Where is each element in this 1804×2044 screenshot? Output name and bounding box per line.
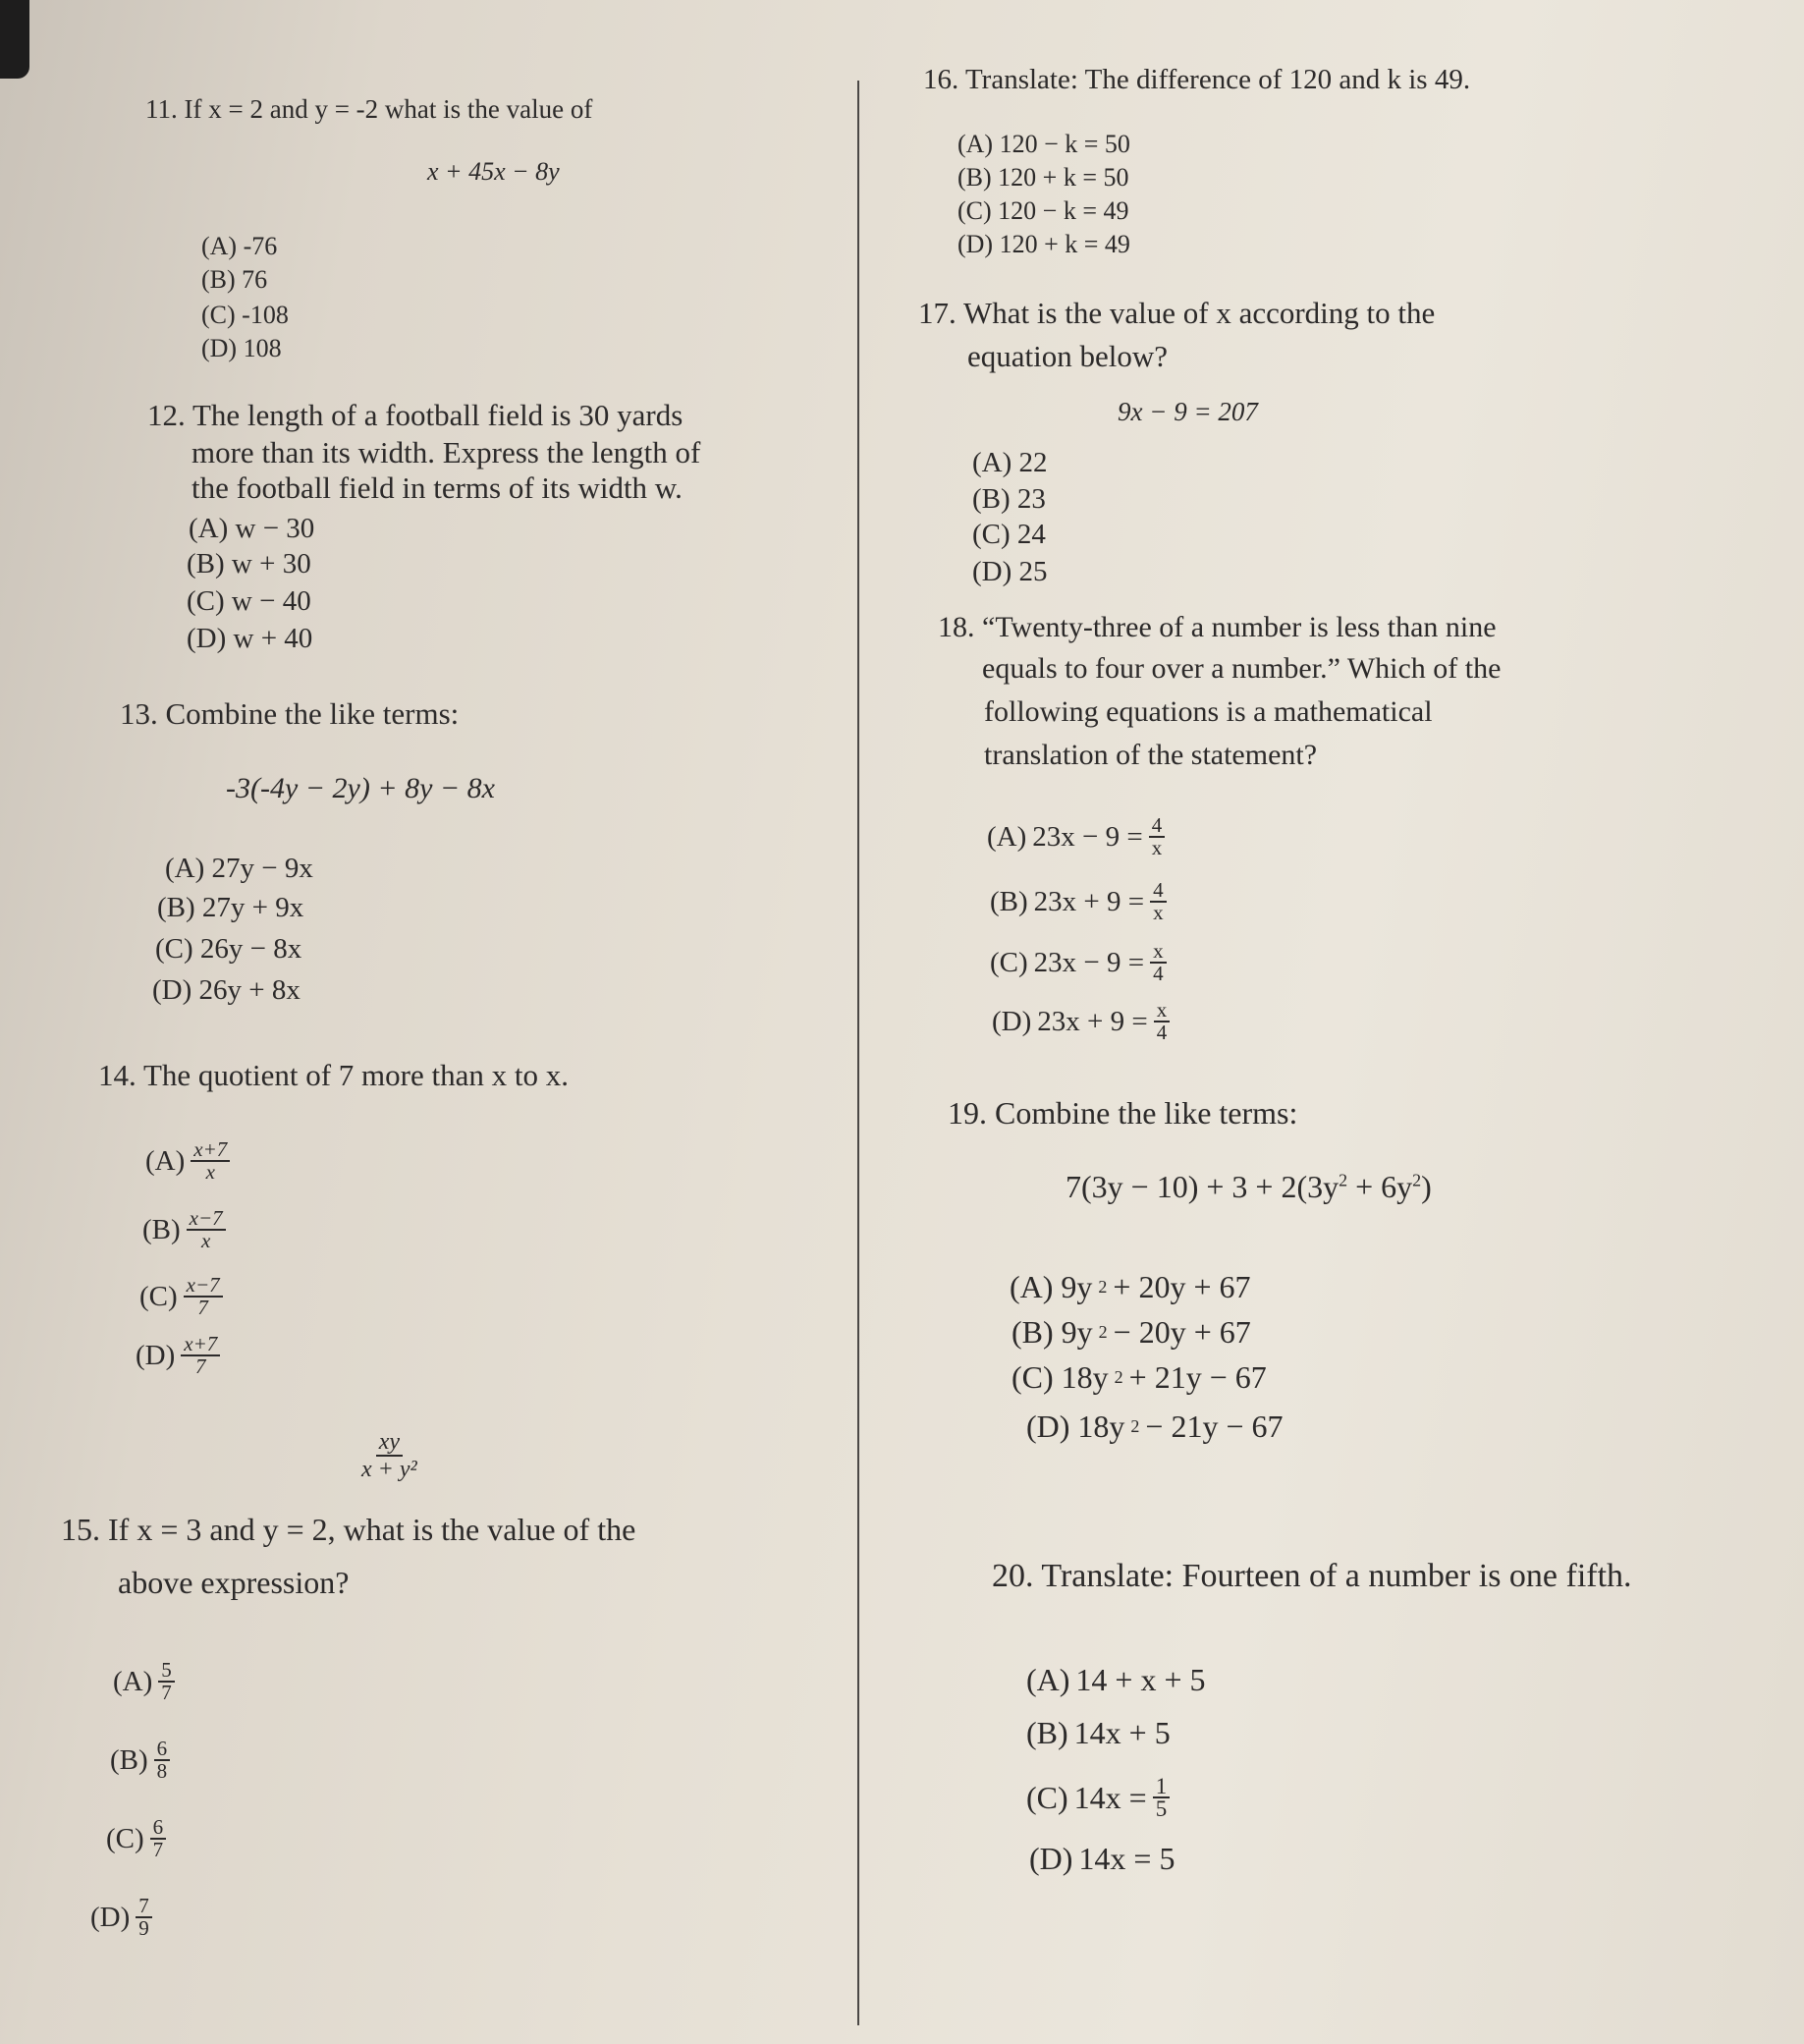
q12-line-2: more than its width. Express the length of [191,435,701,470]
option-label: (A) [113,1665,153,1697]
option-label: (B) [1026,1715,1068,1750]
option-label: (D) [90,1901,131,1933]
fraction-numerator: x−7 [187,1208,226,1231]
option-label: (D) [1029,1841,1073,1876]
q19-prompt: 19. Combine the like terms: [948,1095,1298,1131]
option-label: (C) [1026,1779,1068,1815]
q14-prompt: 14. The quotient of 7 more than x to x. [98,1058,569,1092]
q13-option-a: (A) 27y − 9x [165,853,313,884]
fraction-denominator: 9 [138,1916,149,1940]
option-label: (B) [142,1213,181,1245]
q16-option-a: (A) 120 − k = 50 [957,130,1130,158]
q18-line-2: equals to four over a number.” Which of the [982,652,1502,685]
q20-option-b [1026,1715,1171,1751]
option-text: 14x = 5 [1078,1841,1175,1876]
q20-prompt: 20. Translate: Fourteen of a number is one fifth. [992,1558,1632,1594]
q19-expression: $7(3y - 10) + 3 + 2(3y^2 + 6y^2)$ [1066,1169,1432,1204]
q12-option-d: (D) w + 40 [187,623,313,654]
fraction-numerator: 5 [158,1660,175,1683]
q15-line-1: 15. If x = 3 and y = 2, what is the value of the [61,1512,636,1547]
option-label: (C) [106,1822,144,1854]
fraction-numerator: 7 [136,1896,152,1918]
fraction-numerator: x [1154,1000,1171,1022]
q11-expression: x + 45x − 8y [427,157,560,186]
fraction-denominator: 7 [197,1296,208,1319]
q18-option-b [990,880,1167,923]
q15-line-2: above expression? [118,1565,350,1600]
q14-option-a [145,1139,230,1183]
q20-option-a [1026,1662,1206,1698]
q19-option-b: (B) 9y 2 − 20y + 67 [1011,1314,1251,1350]
q14-option-d [136,1334,220,1377]
q12-option-b: (B) w + 30 [187,548,311,580]
option-text: 14 + x + 5 [1075,1662,1206,1697]
fraction-numerator: x+7 [181,1334,220,1356]
q20-option-d [1029,1841,1175,1877]
option-label: (D) [136,1339,176,1371]
fraction-denominator: x [205,1160,215,1184]
q15-option-d [90,1896,152,1939]
q20-option-c [1026,1776,1170,1819]
q12-option-a: (A) w − 30 [189,513,315,544]
option-label: (A) [1026,1662,1070,1697]
option-label: (C) [139,1280,178,1312]
fraction-numerator: xy [376,1429,403,1457]
option-lhs: 23x + 9 = [1037,1005,1148,1037]
fraction-numerator: x+7 [191,1139,230,1162]
q17-option-b: (B) 23 [972,483,1046,515]
fraction-denominator: x [1151,836,1163,859]
q19-option-d: (D) 18y 2 − 21y − 67 [1026,1409,1284,1444]
q12-line-1: 12. The length of a football field is 30 yards [147,398,683,432]
q16-option-c: (C) 120 − k = 49 [957,196,1129,225]
option-text: 14x + 5 [1073,1715,1171,1750]
q11-option-d: (D) 108 [201,334,282,362]
q13-option-b: (B) 27y + 9x [157,892,304,923]
q11-option-c: (C) -108 [201,301,289,329]
q18-option-a [987,815,1165,858]
fraction-denominator: 7 [195,1354,206,1378]
q18-option-c [990,941,1167,984]
q19-option-a: (A) 9y 2 + 20y + 67 [1010,1269,1251,1304]
option-lhs: 23x − 9 = [1033,946,1145,978]
q15-option-a [113,1660,175,1703]
q17-line-2: equation below? [967,339,1169,373]
fraction-numerator: x−7 [184,1275,223,1298]
q19-option-c: (C) 18y 2 + 21y − 67 [1011,1359,1267,1395]
q13-expression: -3(-4y − 2y) + 8y − 8x [226,772,495,804]
q16-option-d: (D) 120 + k = 49 [957,230,1130,258]
photo-shadow [0,0,29,79]
fraction-numerator: x [1150,941,1167,964]
option-lhs: 23x − 9 = [1032,820,1143,853]
q11-option-a: (A) -76 [201,232,278,260]
option-label: (D) [992,1005,1032,1037]
option-text: 14x = [1073,1779,1147,1815]
fraction-numerator: 4 [1150,880,1167,903]
q17-option-d: (D) 25 [972,556,1048,587]
column-divider [857,81,859,2025]
fraction-denominator: 4 [1156,1021,1168,1044]
fraction-denominator: x [201,1229,211,1252]
q16-prompt: 16. Translate: The difference of 120 and k is 49. [923,64,1471,95]
q17-option-c: (C) 24 [972,519,1046,550]
fraction-denominator: 7 [152,1838,164,1861]
option-label: (C) [990,946,1028,978]
q12-option-c: (C) w − 40 [187,585,311,617]
option-label: (A) [145,1144,186,1177]
fraction-numerator: 6 [154,1739,171,1761]
fraction-denominator: 5 [1155,1796,1168,1821]
option-lhs: 23x + 9 = [1033,885,1145,917]
option-label: (B) [110,1743,148,1776]
q14-option-b [142,1208,226,1251]
q17-line-1: 17. What is the value of x according to the [918,296,1436,330]
q15-expression [358,1429,420,1482]
fraction-numerator: 6 [150,1817,167,1840]
fraction-denominator: 8 [156,1759,168,1783]
q16-option-b: (B) 120 + k = 50 [957,163,1129,192]
fraction-numerator: 4 [1149,815,1166,838]
option-label: (B) [990,885,1028,917]
q13-option-c: (C) 26y − 8x [155,933,302,965]
q15-option-c [106,1817,166,1860]
q14-option-c [139,1275,223,1318]
q17-expression: 9x − 9 = 207 [1118,397,1258,426]
fraction-denominator: 7 [161,1681,172,1704]
q18-line-4: translation of the statement? [984,739,1318,771]
q12-line-3: the football field in terms of its width w. [191,470,683,505]
q18-line-3: following equations is a mathematical [984,695,1433,728]
fraction-numerator: 1 [1153,1776,1171,1798]
fraction-denominator: x [1153,901,1164,924]
q15-option-b [110,1739,170,1782]
fraction-denominator: x + y² [361,1457,417,1482]
q18-option-d [992,1000,1170,1043]
q17-option-a: (A) 22 [972,447,1048,478]
option-label: (A) [987,820,1027,853]
q13-prompt: 13. Combine the like terms: [120,696,460,731]
q18-line-1: 18. “Twenty-three of a number is less than nine [938,611,1497,643]
q11-prompt: 11. If x = 2 and y = -2 what is the value of [145,94,593,124]
q11-option-b: (B) 76 [201,265,268,294]
fraction-denominator: 4 [1153,962,1164,985]
q13-option-d: (D) 26y + 8x [152,974,301,1006]
